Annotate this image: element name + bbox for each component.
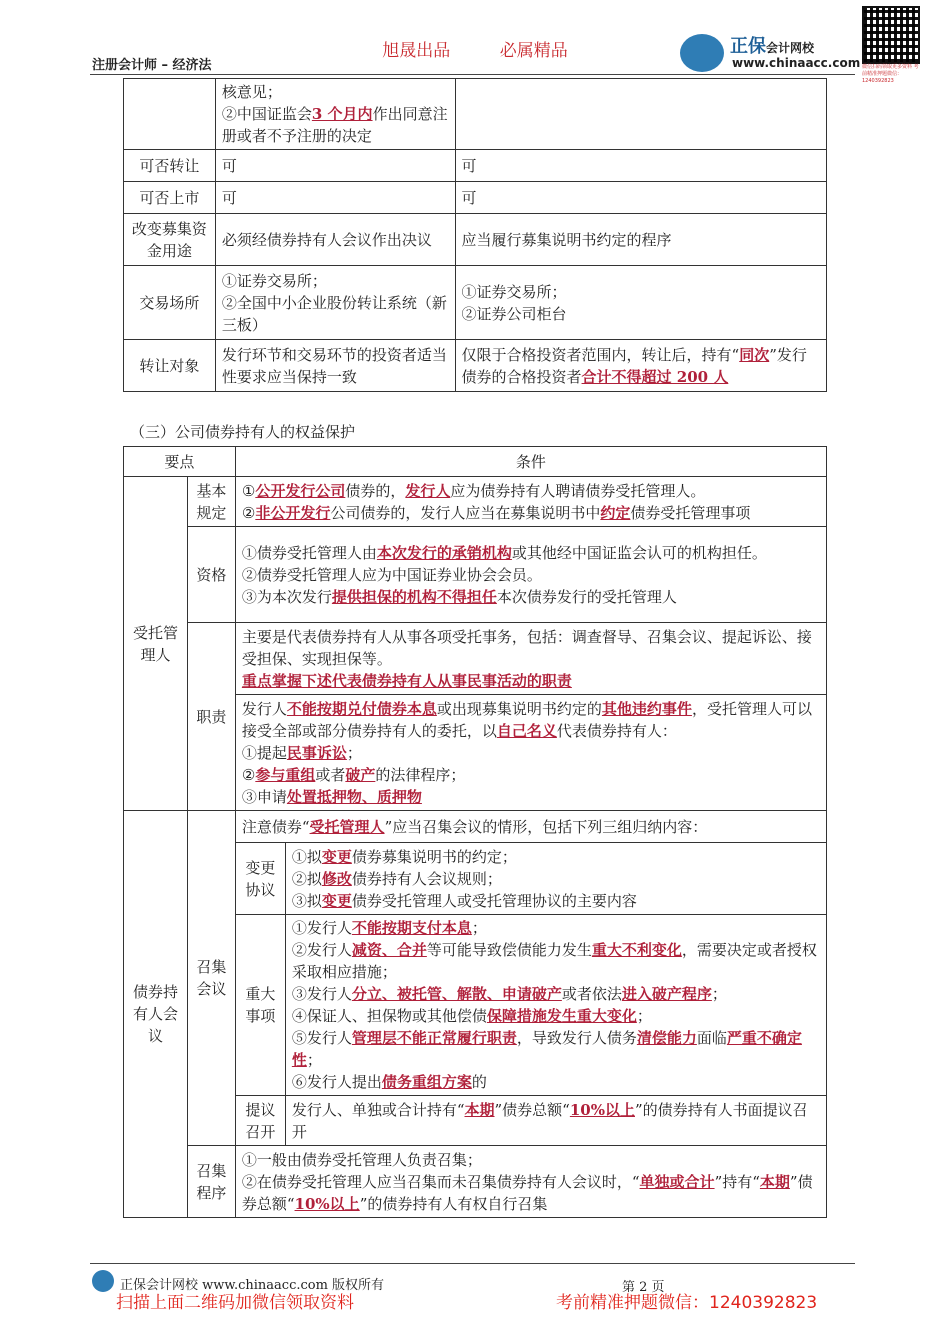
table-row — [124, 527, 827, 623]
promo-left: 扫描上面二维码加微信领取资料 — [116, 1293, 354, 1313]
table-header — [124, 447, 827, 477]
table-row — [124, 214, 827, 266]
table-cell: 可 — [455, 150, 826, 182]
table-row — [124, 266, 827, 340]
qr-code[interactable] — [862, 6, 920, 92]
row-label: 职责 — [187, 623, 235, 811]
header-value: 条件 — [235, 447, 826, 477]
qr-code-icon — [862, 6, 920, 64]
table-cell: ①拟变更债券募集说明书的约定； ②拟修改债券持有人会议规则； ③拟变更债券受托管理人或受托管理协议的主要内容 — [285, 843, 826, 915]
qr-caption: 微信扫码领取更多资料 考前精准押题微信：1240392823 — [862, 64, 919, 84]
row-label: 资格 — [187, 527, 235, 623]
table-cell: 可 — [215, 150, 455, 182]
table-row — [124, 1146, 827, 1218]
table-cell: 主要是代表债券持有人从事各项受托事务，包括：调查督导、召集会议、提起诉讼、接受担保、实现担保等。 重点掌握下述代表债券持有人从事民事活动的职责 — [235, 623, 826, 695]
brand-sub: 会计网校 — [766, 41, 815, 55]
header-key: 要点 — [124, 447, 236, 477]
logo-icon — [680, 34, 724, 72]
table-cell: ①债券受托管理人由本次发行的承销机构或其他经中国证监会认可的机构担任。 ②债券受托管理人应为中国证券业协会会员。 ③为本次发行提供担保的机构不得担任本次债券发行的受托管理人 — [235, 527, 826, 623]
row-label: 转让对象 — [124, 340, 216, 392]
table-cell: 仅限于合格投资者范围内，转让后，持有“同次”发行债券的合格投资者合计不得超过 200 人 — [455, 340, 826, 392]
table-cell: ①一般由债券受托管理人负责召集； ②在债券受托管理人应当召集而未召集债券持有人会议时，“单独或合计”持有“本期”债券总额“10%以上”的债券持有人有权自行召集 — [235, 1146, 826, 1218]
table-cell: 可 — [215, 182, 455, 214]
table-cell: ①发行人不能按期支付本息； ②发行人减资、合并等可能导致偿债能力发生重大不利变化，需要决定或者授权采取相应措施； ③发行人分立、被托管、解散、申请破产或者依法进入破产程序； ④保证人、担保物或其他偿债保障措施发生重大变化； ⑤发行人管理层不能正常履行职责，导致发行人债务清偿能力面临严重不确定性； ⑥发行人提出债务重组方案的 — [285, 915, 826, 1096]
row-label: 基本规定 — [187, 477, 235, 527]
table-cell: 发行环节和交易环节的投资者适当性要求应当保持一致 — [215, 340, 455, 392]
table-cell: 核意见； ②中国证监会3 个月内作出同意注册或者不予注册的决定 — [215, 79, 455, 150]
table-row — [124, 150, 827, 182]
row-label: 交易场所 — [124, 266, 216, 340]
row-label: 可否上市 — [124, 182, 216, 214]
promo-right: 考前精准押题微信：1240392823 — [556, 1293, 818, 1313]
table-row — [124, 623, 827, 695]
table-cell: 发行人、单独或合计持有“本期”债券总额“10%以上”的债券持有人书面提议召开 — [285, 1096, 826, 1146]
brand-logo[interactable] — [680, 32, 860, 72]
table-cell: 必须经债券持有人会议作出决议 — [215, 214, 455, 266]
footer-logo-icon — [92, 1270, 114, 1292]
table-cell: 可 — [455, 182, 826, 214]
table-cell: 发行人不能按期兑付债券本息或出现募集说明书约定的其他违约事件，受托管理人可以接受全部或部分债券持有人的委托，以自己名义代表债券持有人： ①提起民事诉讼； ②参与重组或者破产的法律程序； ③申请处置抵押物、质押物 — [235, 695, 826, 811]
slogan-1: 旭晟出品 — [382, 41, 451, 61]
bond-comparison-table — [123, 78, 827, 392]
table-row — [124, 811, 827, 843]
group-label: 债券持有人会议 — [124, 811, 188, 1218]
footer-site[interactable]: 正保会计网校 www.chinaacc.com 版权所有 — [120, 1278, 385, 1293]
table-cell: ①公开发行公司债券的，发行人应为债券持有人聘请债券受托管理人。 ②非公开发行公司债券的，发行人应当在募集说明书中约定债券受托管理事项 — [235, 477, 826, 527]
table-cell: ①证券交易所； ②全国中小企业股份转让系统（新三板） — [215, 266, 455, 340]
page-number: 第 2 页 — [622, 1280, 665, 1295]
sub-label: 重大事项 — [235, 915, 285, 1096]
row-label: 改变募集资金用途 — [124, 214, 216, 266]
brand-url: www.chinaacc.com — [732, 56, 861, 70]
sub-label: 提议召开 — [235, 1096, 285, 1146]
table-cell: ①证券交易所； ②证券公司柜台 — [455, 266, 826, 340]
slogan-2: 必属精品 — [499, 41, 568, 61]
header-divider — [90, 74, 855, 75]
row-label: 召集会议 — [187, 811, 235, 1146]
holder-protection-table — [123, 446, 827, 1218]
group-label: 受托管理人 — [124, 477, 188, 811]
row-label: 召集程序 — [187, 1146, 235, 1218]
section-title: （三）公司债券持有人的权益保护 — [130, 423, 356, 441]
table-cell: 应当履行募集说明书约定的程序 — [455, 214, 826, 266]
doc-title: 注册会计师 – 经济法 — [92, 58, 212, 73]
footer-divider — [90, 1263, 855, 1264]
table-cell: 注意债券“受托管理人”应当召集会议的情形，包括下列三组归纳内容： — [235, 811, 826, 843]
table-row — [124, 79, 827, 150]
row-label: 可否转让 — [124, 150, 216, 182]
table-row — [124, 340, 827, 392]
table-row — [124, 182, 827, 214]
brand-name: 正保 — [730, 36, 766, 57]
sub-label: 变更协议 — [235, 843, 285, 915]
table-row — [124, 477, 827, 527]
